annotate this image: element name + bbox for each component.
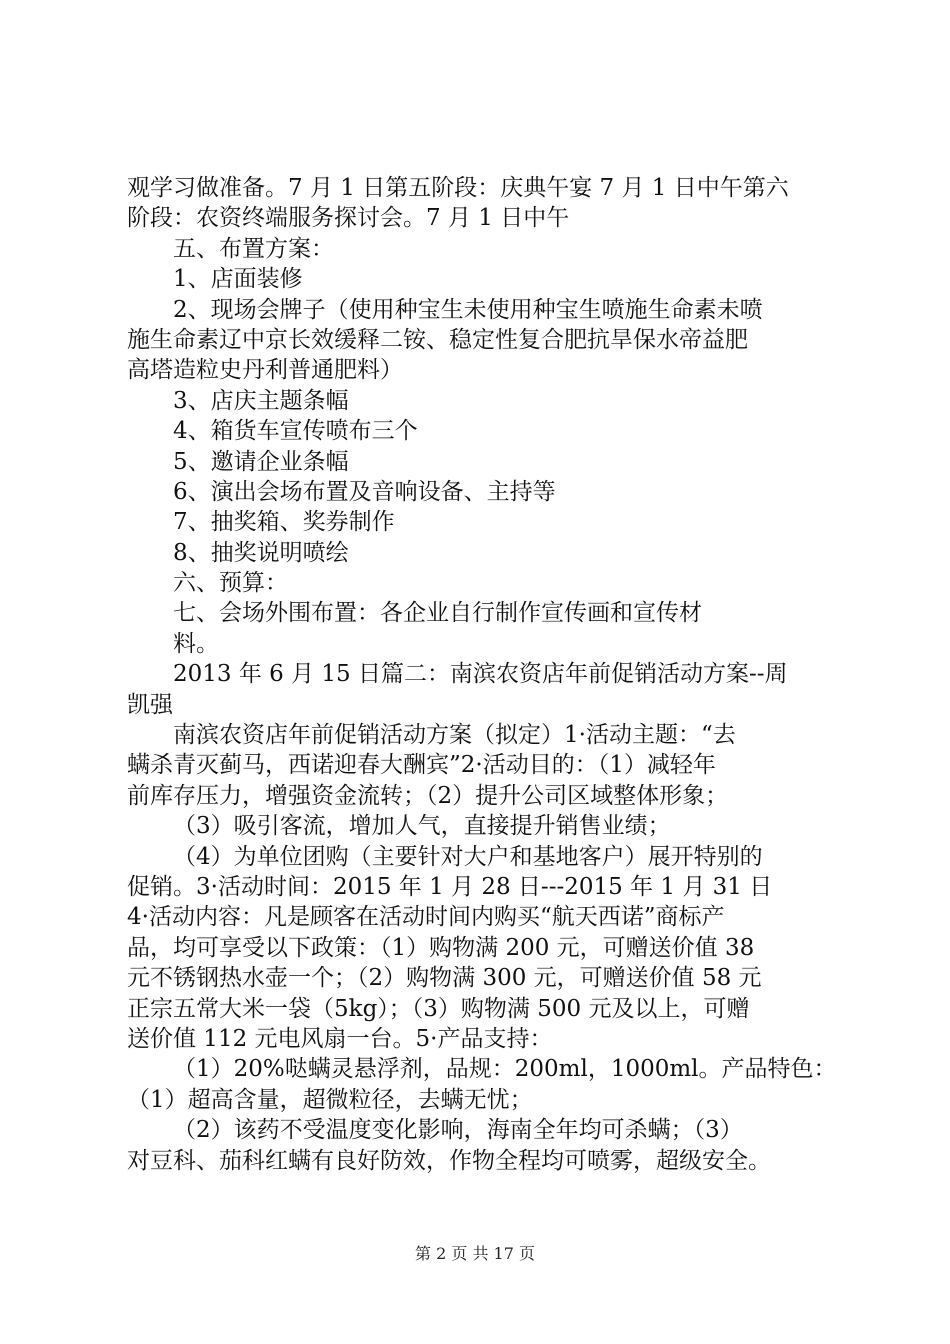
text-line: （3）吸引客流，增加人气，直接提升销售业绩； — [173, 813, 671, 840]
text-line: 七、会场外围布置：各企业自行制作宣传画和宣传材 — [173, 600, 702, 627]
body-text — [127, 173, 847, 1176]
text-line: 7、抽奖箱、奖券制作 — [173, 509, 395, 536]
text-line: 1、店面装修 — [173, 266, 303, 293]
text-line: 凯强 — [127, 691, 173, 718]
text-line: 8、抽奖说明喷绘 — [173, 539, 349, 566]
text-line: 2013 年 6 月 15 日篇二：南滨农资店年前促销活动方案--周 — [173, 661, 788, 688]
text-line: （1）20%哒螨灵悬浮剂，品规：200ml，1000ml。产品特色： — [173, 1056, 837, 1083]
text-line: 4·活动内容：凡是顾客在活动时间内购买“航天西诺”商标产 — [127, 904, 725, 931]
text-line: 料。 — [173, 630, 219, 657]
text-line: 施生命素辽中京长效缓释二铵、稳定性复合肥抗旱保水帝益肥 — [127, 326, 748, 353]
text-line: 6、演出会场布置及音响设备、主持等 — [173, 478, 556, 505]
text-line: 阶段：农资终端服务探讨会。7 月 1 日中午 — [127, 205, 570, 232]
text-line: 正宗五常大米一袋（5kg）；（3）购物满 500 元及以上，可赠 — [127, 995, 750, 1022]
text-line: （4）为单位团购（主要针对大户和基地客户）展开特别的 — [173, 843, 763, 870]
text-line: 螨杀青灭蓟马，西诺迎春大酬宾”2·活动目的：（1）减轻年 — [127, 752, 716, 779]
text-line: 送价值 112 元电风扇一台。5·产品支持： — [127, 1025, 553, 1052]
text-line: 品，均可享受以下政策：（1）购物满 200 元，可赠送价值 38 — [127, 934, 755, 961]
text-line: 2、现场会牌子（使用种宝生未使用种宝生喷施生命素未喷 — [173, 296, 763, 323]
text-line: 元不锈钢热水壶一个；（2）购物满 300 元，可赠送价值 58 元 — [127, 965, 762, 992]
text-line: 3、店庆主题条幅 — [173, 387, 349, 414]
text-line: 促销。3·活动时间：2015 年 1 月 28 日---2015 年 1 月 31 日 — [127, 873, 773, 900]
text-line: （2）该药不受温度变化影响，海南全年均可杀螨；（3） — [173, 1117, 743, 1144]
text-line: 高塔造粒史丹利普通肥料） — [127, 357, 403, 384]
text-line: （1）超高含量，超微粒径，去螨无忧； — [127, 1086, 533, 1113]
text-line: 5、邀请企业条幅 — [173, 448, 349, 475]
text-line: 观学习做准备。7 月 1 日第五阶段：庆典午宴 7 月 1 日中午第六 — [127, 175, 789, 201]
text-line: 对豆科、茄科红螨有良好防效，作物全程均可喷雾，超级安全。 — [127, 1147, 771, 1174]
text-line: 六、预算： — [173, 570, 288, 597]
text-line: 4、箱货车宣传喷布三个 — [173, 418, 418, 445]
page-footer: 第 2 页 共 17 页 — [415, 1244, 535, 1263]
text-line: 南滨农资店年前促销活动方案（拟定）1·活动主题：“去 — [173, 722, 736, 749]
text-line: 前库存压力，增强资金流转；（2）提升公司区域整体形象； — [127, 782, 729, 809]
text-line: 五、布置方案： — [173, 235, 334, 262]
